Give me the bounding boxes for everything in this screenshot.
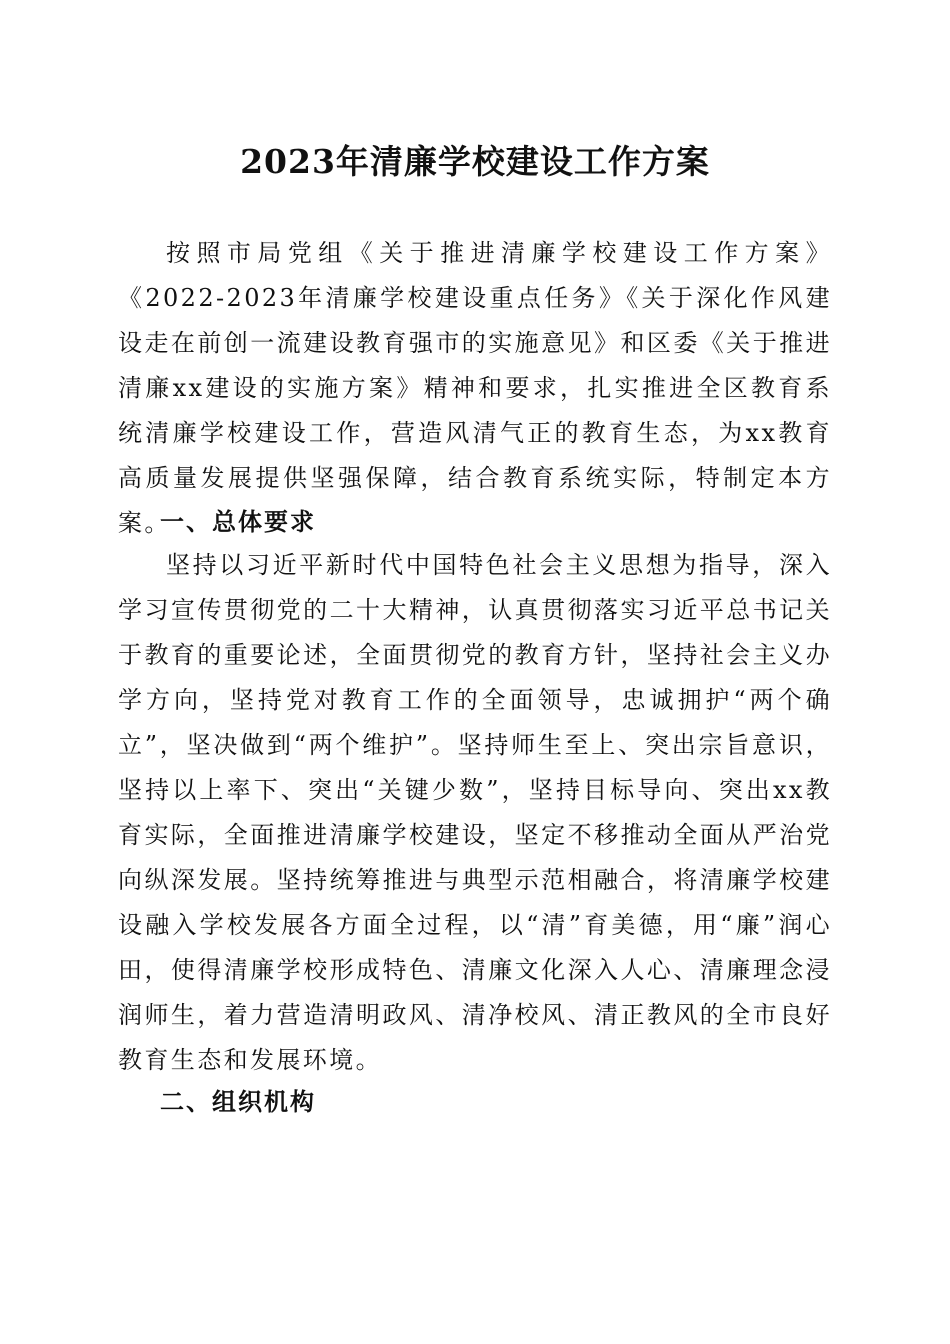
overall-requirements-paragraph: 坚持以习近平新时代中国特色社会主义思想为指导，深入学习宣传贯彻党的二十大精神，认真贯彻落实习近平总书记关于教育的重要论述，全面贯彻党的教育方针，坚持社会主义办学方向，坚持党对教育工作的全面领导，忠诚拥护“两个确立”，坚决做到“两个维护”。坚持师生至上、突出宗旨意识，坚持以上率下、突出“关键少数”，坚持目标导向、突出xx教育实际，全面推进清廉学校建设，坚定不移推动全面从严治党向纵深发展。坚持统筹推进与典型示范相融合，将清廉学校建设融入学校发展各方面全过程，以“清”育美德，用“廉”润心田，使得清廉学校形成特色、清廉文化深入人心、清廉理念浸润师生，着力营造清明政风、清净校风、清正教风的全市良好教育生态和发展环境。 (118, 551, 832, 1074)
intro-paragraph: 按照市局党组《关于推进清廉学校建设工作方案》《2022-2023年清廉学校建设重点任务》《关于深化作风建设走在前创一流建设教育强市的实施意见》和区委《关于推进清廉xx建设的实施方案》精神和要求，扎实推进全区教育系统清廉学校建设工作，营造风清气正的教育生态，为xx教育高质量发展提供坚强保障，结合教育系统实际，特制定本方案。 (118, 239, 832, 537)
section-heading-organization: 二、组织机构 (160, 1088, 316, 1116)
document-title: 2023年清廉学校建设工作方案 (240, 142, 710, 181)
section-heading-overall-requirements: 一、总体要求 (160, 508, 316, 536)
